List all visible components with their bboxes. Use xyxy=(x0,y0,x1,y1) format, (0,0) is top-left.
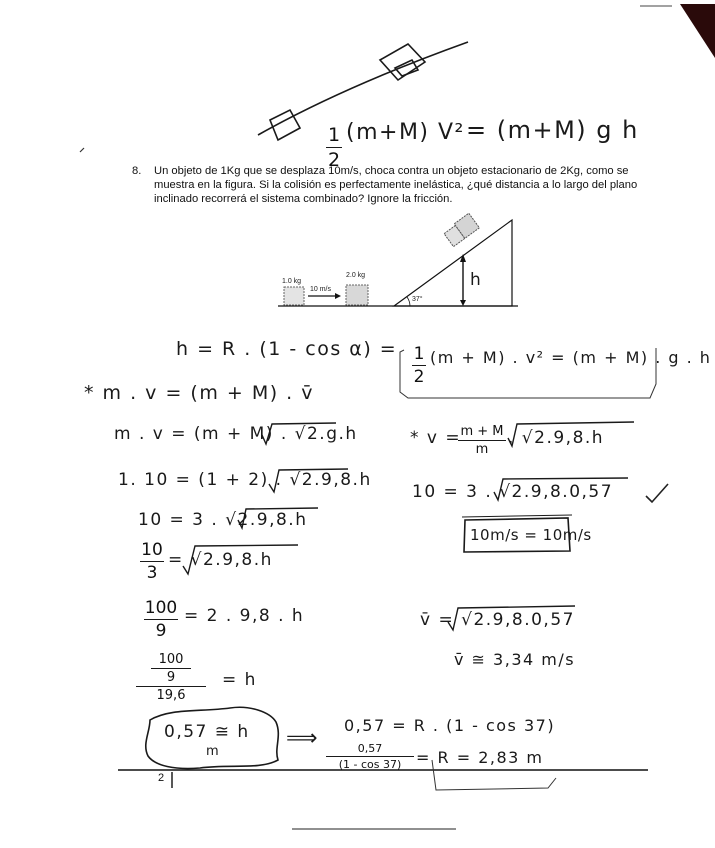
final-line1: 0,57 = R . (1 - cos 37) xyxy=(344,716,556,735)
velocity-arrowhead xyxy=(335,293,341,299)
mass1-block xyxy=(284,287,304,305)
final-rest: = R = 2,83 m xyxy=(416,748,544,767)
page-number: 2 xyxy=(158,772,165,784)
work-line5-right: 10m/s = 10m/s xyxy=(470,526,592,544)
work-line1-left: h = R . (1 - cos α) = xyxy=(176,338,398,360)
work-line7-rest: = 2 . 9,8 . h xyxy=(184,606,305,626)
page-corner-shadow xyxy=(680,4,715,58)
work-line3: m . v = (m + M) . √2.g.h xyxy=(114,424,358,444)
angle-arc xyxy=(407,297,410,306)
work-line6-fraction: 10 3 xyxy=(141,540,163,583)
height-arrow-up xyxy=(460,254,466,262)
mass2-block xyxy=(346,285,368,305)
work-line5: 10 = 3 . √2.9,8.h xyxy=(138,510,308,530)
top-eq-left: (m+M) V² xyxy=(346,120,465,145)
fraction-denominator: 2 xyxy=(327,149,341,171)
work-line3-right-fraction: m + M m xyxy=(458,424,506,457)
final-fraction: 0,57 (1 - cos 37) xyxy=(326,742,414,771)
verification-box-overline xyxy=(462,515,572,517)
blocks-on-incline xyxy=(443,213,479,246)
work-line7-fraction: 100 9 xyxy=(144,598,178,641)
work-line1-fraction: 1 2 xyxy=(413,344,425,387)
work-line4-right: 10 = 3 . √2.9,8.0,57 xyxy=(412,482,614,502)
angle-label: 37° xyxy=(412,296,423,303)
top-eq-right: = (m+M) g h xyxy=(466,116,639,144)
problem-text: Un objeto de 1Kg que se desplaza 10m/s, choca contra un objeto estacionario de 2Kg, como se muestra en la figura. Si la colisión es perfectamente inelástica, ¿qué distancia a lo largo del plano inclinado recorrerá el sistema combinado? Ignore la fricción. xyxy=(154,165,638,205)
velocity-label: 10 m/s xyxy=(310,286,332,293)
work-line9-rest: = h xyxy=(222,670,257,690)
margin-tick xyxy=(80,148,84,152)
work-line7-right: v̄ = √2.9,8.0,57 xyxy=(420,610,575,630)
problem-number: 8. xyxy=(132,165,142,177)
mass2-label: 2.0 kg xyxy=(346,272,366,279)
result-unit: m xyxy=(206,744,221,759)
fraction-numerator: 1 xyxy=(327,124,341,146)
work-line1-right: (m + M) . v² = (m + M) . g . h xyxy=(430,348,712,367)
work-line2: * m . v = (m + M) . v̄ xyxy=(84,382,314,404)
work-line6-rest: = √2.9,8.h xyxy=(168,550,273,570)
work-line4: 1. 10 = (1 + 2) . √2.9,8.h xyxy=(118,470,372,490)
work-line3-right-star: * v = xyxy=(410,428,462,448)
work-line3-right-rest: . √2.9,8.h xyxy=(508,428,605,448)
height-label: h xyxy=(470,270,483,290)
result-value: 0,57 ≅ h xyxy=(164,722,250,742)
implies-arrow: ⟹ xyxy=(286,726,320,751)
height-arrow-down xyxy=(460,300,466,306)
check-mark xyxy=(646,484,668,502)
work-line8-right: v̄ ≅ 3,34 m/s xyxy=(454,650,576,669)
sketch-block-top xyxy=(380,44,425,80)
work-line9-fraction: 100 9 19,6 xyxy=(136,652,206,703)
mass1-label: 1.0 kg xyxy=(282,278,302,285)
